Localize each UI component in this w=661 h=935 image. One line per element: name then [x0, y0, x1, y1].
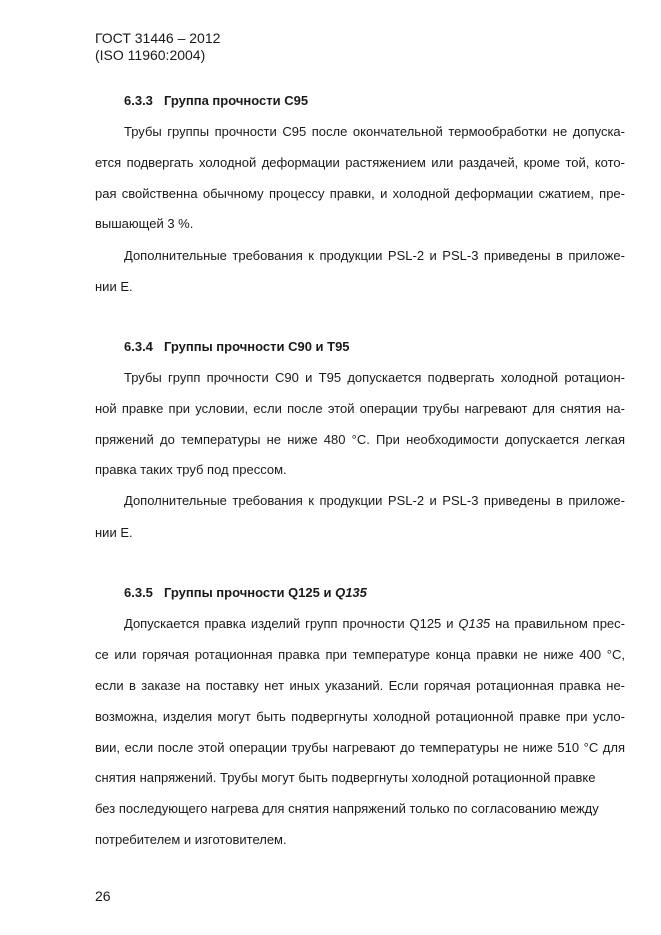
iso-reference: (ISO 11960:2004): [95, 47, 206, 63]
paragraph-line: Трубы групп прочности C90 и T95 допускается подвергать холодной ротацион-: [124, 370, 625, 385]
document-header: [95, 30, 220, 64]
paragraph-line: если в заказе на поставку нет иных указаний. Если горячая ротационная правка не-: [95, 678, 625, 693]
section-heading-6-3-3: [124, 93, 308, 108]
text-run-italic: Q135: [458, 616, 491, 631]
paragraph-line: вышающей 3 %.: [95, 216, 194, 231]
text-run: Допускается правка изделий групп прочности Q125 и: [124, 616, 459, 631]
paragraph-line: потребителем и изготовителем.: [95, 832, 287, 847]
section-number: 6.3.3: [124, 93, 153, 108]
paragraph-line: нии Е.: [95, 525, 133, 540]
paragraph-line: ется подвергать холодной деформации растяжением или раздачей, кроме той, кото-: [95, 155, 625, 170]
paragraph-line: Трубы группы прочности C95 после окончательной термообработки не допуска-: [124, 124, 625, 139]
section-number: 6.3.4: [124, 339, 153, 354]
standard-code: ГОСТ 31446 – 2012: [95, 30, 221, 46]
paragraph-line: правка таких труб под прессом.: [95, 462, 287, 477]
section-heading-6-3-5: [124, 585, 367, 600]
paragraph-line: нии Е.: [95, 279, 133, 294]
text-run: на правильном прес-: [490, 616, 625, 631]
paragraph-line: вии, если после этой операции трубы нагревают до температуры не ниже 510 °С для: [95, 740, 625, 755]
section-title: Группа прочности C95: [164, 93, 309, 108]
paragraph-line: ной правке при условии, если после этой операции трубы нагревают для снятия на-: [95, 401, 625, 416]
paragraph-line: се или горячая ротационная правка при температуре конца правки не ниже 400 °С,: [95, 647, 625, 662]
paragraph-line: снятия напряжений. Трубы могут быть подвергнуты холодной ротационной правке: [95, 770, 596, 785]
section-heading-6-3-4: [124, 339, 350, 354]
paragraph-line: возможна, изделия могут быть подвергнуты холодной ротационной правке при усло-: [95, 709, 625, 724]
paragraph-line: [124, 616, 625, 631]
paragraph-line: рая свойственна обычному процессу правки, и холодной деформации сжатием, пре-: [95, 186, 625, 201]
section-title-italic: Q135: [335, 585, 367, 600]
paragraph-line: без последующего нагрева для снятия напряжений только по согласованию между: [95, 801, 599, 816]
paragraph-line: Дополнительные требования к продукции PSL-2 и PSL-3 приведены в приложе-: [124, 248, 625, 263]
paragraph-line: Дополнительные требования к продукции PSL-2 и PSL-3 приведены в приложе-: [124, 493, 625, 508]
page-number: 26: [95, 888, 111, 904]
section-title: Группы прочности Q125 и: [164, 585, 336, 600]
section-title: Группы прочности C90 и T95: [164, 339, 350, 354]
paragraph-line: пряжений до температуры не ниже 480 °С. При необходимости допускается легкая: [95, 432, 625, 447]
section-number: 6.3.5: [124, 585, 153, 600]
